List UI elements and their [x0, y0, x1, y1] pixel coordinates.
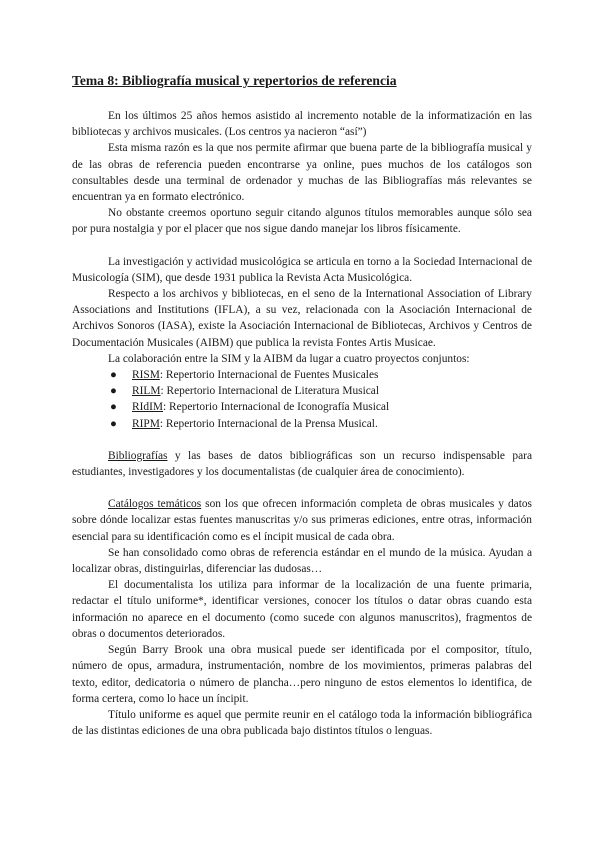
list-item [110, 383, 532, 399]
document-body [72, 72, 532, 739]
project-description: : Repertorio Internacional de Fuentes Musicales [159, 369, 379, 382]
paragraph-nostalgia: No obstante creemos oportuno seguir citando algunos títulos memorables aunque sólo sea por pura nostalgia y por el placer que nos sigue dando manejar los libros físicamente. [72, 207, 532, 236]
project-description: : Repertorio Internacional de la Prensa Musical. [159, 417, 378, 430]
paragraph-sim: La investigación y actividad musicológica se articula en torno a la Sociedad Internacional de Musicología (SIM), que desde 1931 publica la Revista Acta Musicológica. [72, 255, 532, 284]
paragraph-aibm: Respecto a los archivos y bibliotecas, en el seno de la International Association of Library Associations and Institutions (IFLA), a su vez, relacionada con la Asociación Internacional de Archivos Sonoros (IASA), existe la Asociación Internacional de Bibliotecas, Archivos y Centros de Documentación Musicales (AIBM) que publica la revista Fontes Artis Musicae. [72, 288, 532, 349]
spacer [72, 432, 532, 448]
project-description: : Repertorio Internacional de Iconografía Musical [163, 401, 390, 414]
bullet-icon: ● [110, 369, 117, 382]
paragraph-online: Esta misma razón es la que nos permite afirmar que buena parte de la bibliografía musical y de las obras de referencia pueden encontrarse ya online, pues muchos de los catálogos son consultables desde una terminal de ordenador y muchas de las Bibliografías más relevantes se encuentran ya en formato electrónico. [72, 142, 532, 204]
bullet-icon: ● [110, 417, 117, 430]
project-acronym: RIPM [132, 417, 160, 430]
paragraph-bibliographies: Bibliografías y las bases de datos bibliográficas son un recurso indispensable para estudiantes, investigadores y los documentalistas (de cualquier área de conocimiento). [72, 449, 532, 479]
term-catalogos-tematicos: Catálogos temáticos [108, 498, 202, 511]
term-bibliografias: Bibliografías [108, 449, 168, 462]
paragraph-intro: En los últimos 25 años hemos asistido al incremento notable de la informatización en las bibliotecas y archivos musicales. (Los centros ya nacieron “así”) [72, 110, 532, 139]
spacer [72, 238, 532, 254]
paragraph-barry-brook: Según Barry Brook una obra musical puede ser identificada por el compositor, título, número de opus, armadura, instrumentación, nombre de los movimientos, primeras palabras del texto, editor, dedicatoria o número de plancha…pero ninguno de estos elementos lo identifica, de forma certera, como lo hace un íncipit. [72, 644, 532, 705]
paragraph-collaboration: La colaboración entre la SIM y la AIBM da lugar a cuatro proyectos conjuntos: [108, 352, 470, 365]
project-acronym: RISM [132, 369, 160, 382]
projects-list [72, 367, 532, 432]
paragraph-documentalist: El documentalista los utiliza para informar de la localización de una fuente primaria, redactar el título uniforme*, identificar versiones, conocer los títulos o datar obras cuando esta información no aparece en el documento (como sucede con algunos manuscritos), fragmentos de obras o documentos deteriorados. [72, 579, 532, 640]
bullet-icon: ● [110, 401, 117, 414]
project-description: : Repertorio Internacional de Literatura Musical [160, 385, 380, 398]
bullet-icon: ● [110, 385, 117, 398]
paragraph-thematic-catalogs: Catálogos temáticos son los que ofrecen información completa de obras musicales y datos sobre dónde localizar estas fuentes manuscritas y/o sus primeras ediciones, entre otras, información esencial para su identificación como es el íncipit musical de cada obra. [72, 498, 532, 543]
list-item [110, 399, 532, 415]
list-item [110, 367, 532, 383]
project-acronym: RILM [132, 385, 161, 398]
list-item [110, 416, 532, 432]
paragraph-uniform-title: Título uniforme es aquel que permite reunir en el catálogo toda la información bibliográfica de las distintas ediciones de una obra publicada bajo distintos títulos o lenguas. [72, 708, 532, 738]
document-title: Tema 8: Bibliografía musical y repertorios de referencia [72, 73, 397, 88]
project-acronym: RIdIM [132, 401, 164, 414]
spacer [72, 480, 532, 496]
paragraph-reference-works: Se han consolidado como obras de referencia estándar en el mundo de la música. Ayudan a localizar obras, distinguirlas, diferenciar las dudosas… [72, 546, 532, 576]
